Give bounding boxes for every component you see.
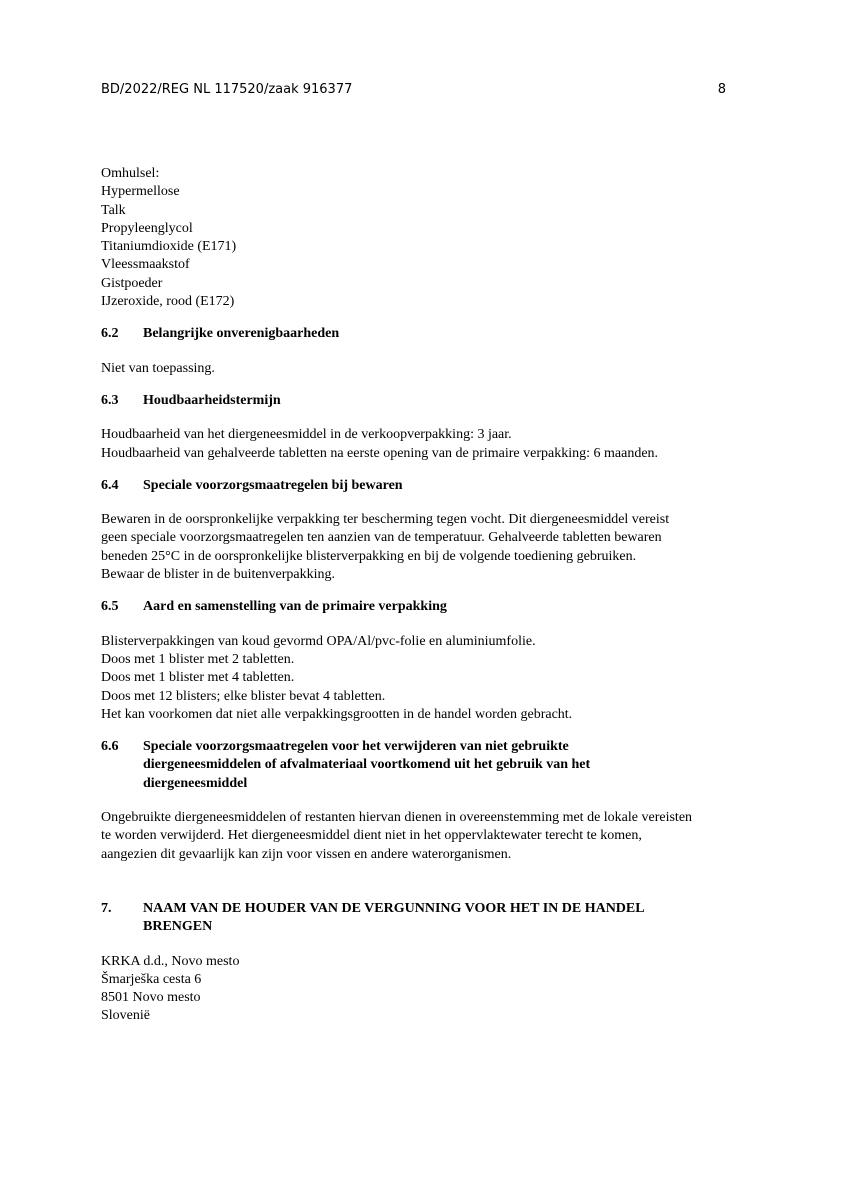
- coating-line: Titaniumdioxide (E171): [101, 239, 237, 255]
- section-number: 6.5: [101, 599, 119, 615]
- coating-line: Talk: [101, 202, 126, 218]
- body-line: te worden verwijderd. Het diergeneesmiddel dient niet in het oppervlaktewater terecht te komen,: [101, 828, 642, 844]
- coating-line: Vleessmaakstof: [101, 257, 190, 273]
- body-line: geen speciale voorzorgsmaatregelen ten aanzien van de temperatuur. Gehalveerde tabletten bewaren: [101, 530, 662, 546]
- section-body-6-3: [101, 426, 781, 463]
- body-line: Houdbaarheid van het diergeneesmiddel in de verkoopverpakking: 3 jaar.: [101, 427, 512, 443]
- section-heading-6-2: [101, 325, 781, 343]
- coating-line: Gistpoeder: [101, 275, 163, 291]
- section-heading-6-5: [101, 598, 781, 616]
- body-line: aangezien dit gevaarlijk kan zijn voor vissen en andere waterorganismen.: [101, 846, 512, 862]
- address-line: KRKA d.d., Novo mesto: [101, 953, 240, 969]
- body-line: Blisterverpakkingen van koud gevormd OPA/Al/pvc-folie en aluminiumfolie.: [101, 633, 536, 649]
- section-heading-6-4: [101, 477, 781, 495]
- section-body-6-4: [101, 511, 781, 584]
- body-line: Doos met 1 blister met 2 tabletten.: [101, 651, 295, 667]
- coating-line: Hypermellose: [101, 184, 180, 200]
- section-body-6-6: [101, 809, 781, 864]
- coating-line: Propyleenglycol: [101, 220, 193, 236]
- body-line: beneden 25°C in de oorspronkelijke blisterverpakking en bij de volgende toediening gebruiken.: [101, 548, 637, 564]
- body-line: Doos met 1 blister met 4 tabletten.: [101, 670, 295, 686]
- document-body: [101, 165, 781, 1026]
- coating-line: Omhulsel:: [101, 166, 160, 181]
- section-heading-7: [101, 900, 781, 937]
- section-title-line: diergeneesmiddel: [143, 775, 248, 791]
- body-line: Niet van toepassing.: [101, 360, 215, 376]
- section-number: 6.3: [101, 392, 119, 408]
- section-heading-6-6: [101, 738, 781, 793]
- section-body-6-5: [101, 633, 781, 724]
- section-number: 6.4: [101, 477, 119, 493]
- section-title-line: BRENGEN: [143, 919, 213, 935]
- document-reference: BD/2022/REG NL 117520/zaak 916377: [101, 82, 353, 97]
- address-line: Slovenië: [101, 1008, 150, 1024]
- section-number: 6.2: [101, 326, 119, 342]
- section-title-line: NAAM VAN DE HOUDER VAN DE VERGUNNING VOOR HET IN DE HANDEL: [143, 900, 645, 916]
- coating-line: IJzeroxide, rood (E172): [101, 294, 235, 310]
- body-line: Bewaar de blister in de buitenverpakking.: [101, 567, 336, 583]
- page-header: [101, 82, 729, 98]
- section-title: Belangrijke onverenigbaarheden: [143, 326, 340, 342]
- body-line: Houdbaarheid van gehalveerde tabletten na eerste opening van de primaire verpakking: 6 maanden.: [101, 445, 659, 461]
- body-line: Doos met 12 blisters; elke blister bevat 4 tabletten.: [101, 688, 386, 704]
- body-line: Het kan voorkomen dat niet alle verpakkingsgrootten in de handel worden gebracht.: [101, 706, 573, 722]
- page-number: 8: [717, 82, 726, 97]
- section-title-line: diergeneesmiddelen of afvalmateriaal voortkomend uit het gebruik van het: [143, 757, 591, 773]
- holder-address: [101, 953, 781, 1026]
- section-title: Speciale voorzorgsmaatregelen bij bewaren: [143, 477, 403, 493]
- section-title: Houdbaarheidstermijn: [143, 392, 281, 408]
- section-title-line: Speciale voorzorgsmaatregelen voor het verwijderen van niet gebruikte: [143, 739, 569, 755]
- section-number: 7.: [101, 900, 112, 916]
- section-number: 6.6: [101, 739, 119, 755]
- section-body-6-2: [101, 360, 781, 378]
- address-line: 8501 Novo mesto: [101, 990, 201, 1006]
- section-heading-6-3: [101, 392, 781, 410]
- body-line: Ongebruikte diergeneesmiddelen of restanten hiervan dienen in overeenstemming met de lokale vereisten: [101, 810, 693, 826]
- coating-ingredients-list: [101, 165, 781, 311]
- address-line: Šmarješka cesta 6: [101, 971, 202, 987]
- section-title: Aard en samenstelling van de primaire verpakking: [143, 599, 447, 615]
- body-line: Bewaren in de oorspronkelijke verpakking ter bescherming tegen vocht. Dit diergeneesmiddel vereist: [101, 512, 670, 528]
